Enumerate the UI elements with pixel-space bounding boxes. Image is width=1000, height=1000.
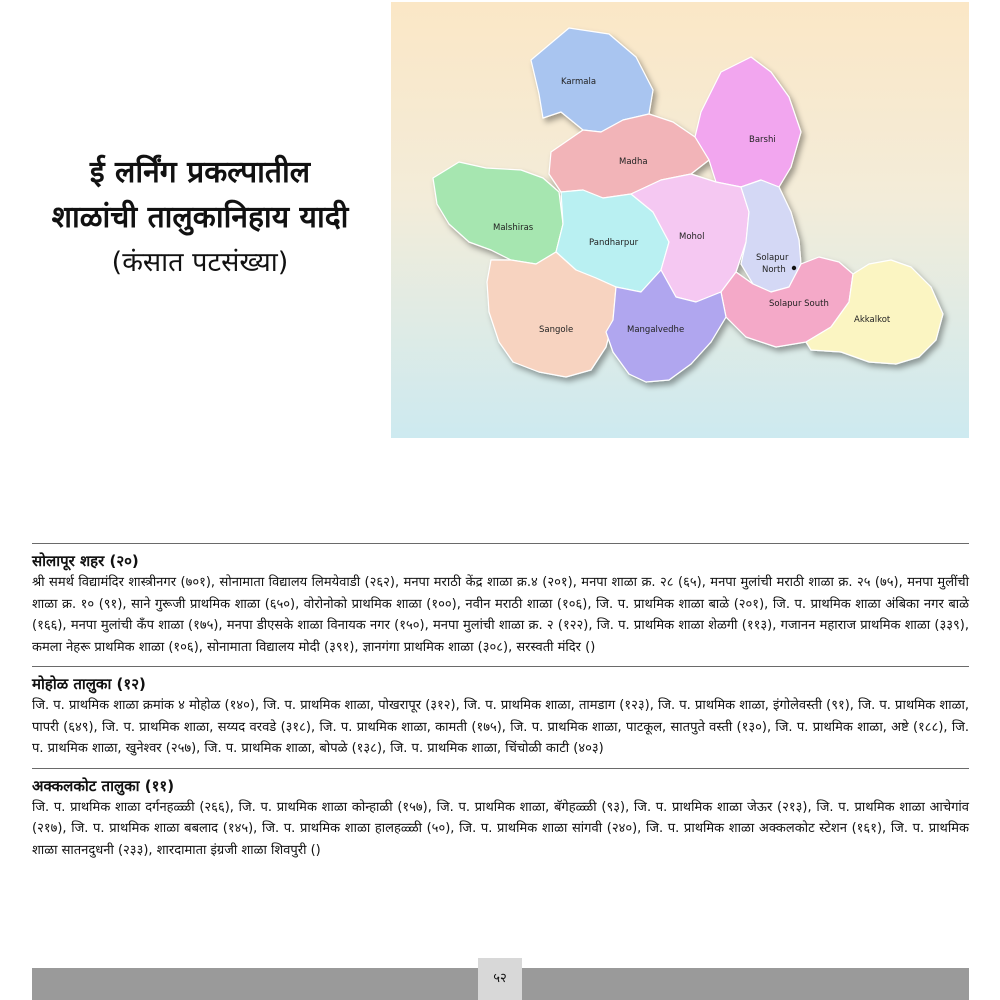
title-line-3: (कंसात पटसंख्या) bbox=[111, 247, 289, 278]
section-title: मोहोळ तालुका (१२) bbox=[32, 675, 146, 693]
section-title: अक्कलकोट तालुका (११) bbox=[32, 776, 175, 795]
title-line-2: शाळांची तालुकानिहाय यादी bbox=[51, 200, 349, 235]
solapur-city-dot bbox=[792, 266, 796, 270]
map-label-solapur-north-2: North bbox=[762, 265, 786, 275]
section-body: श्री समर्थ विद्यामंदिर शास्त्रीनगर (७०१), सोनामाता विद्यालय लिमयेवाडी (२६२), मनपा मराठी केंद्र शाळा क्र.४ (२०१), मनपा शाळा क्र. २८ (६५), मनपा मुलांची मराठी शाळा क्र. २५ (७५), मनपा मुलींची शाळा क्र. १० (९१), साने गुरूजी प्राथमिक शाळा (६५०), वोरोनोको प्राथमिक शाळा (१००), नवीन मराठी शाळा (१०६), जि. प. प्राथमिक शाळा बाळे (२०१), जि. प. प्राथमिक शाळा अंबिका नगर बाळे (१६६), मनपा मुलांची कॅंप शाळा (१७५), मनपा डीएसके शाळा विनायक नगर (१५०), मनपा मुलांची शाळा क्र. २ (१२२), जि. प. प्राथमिक शाळा शेळगी (११३), गजानन महाराज प्राथमिक शाळा (३३९), कमला नेहरू प्राथमिक शाळा (१०६), सोनामाता विद्यालय मोदी (३९१), ज्ञानगंगा प्राथमिक शाळा (३०८), सरस्वती मंदिर () bbox=[32, 575, 969, 655]
section-body: जि. प. प्राथमिक शाळा दर्गनहळ्ळी (२६६), जि. प. प्राथमिक शाळा कोन्हाळी (१५७), जि. प. प्राथमिक शाळा, बॅगेहळ्ळी (९३), जि. प. प्राथमिक शाळा जेऊर (२१३), जि. प. प्राथमिक शाळा आचेगांव (२१७), जि. प. प्राथमिक शाळा बबलाद (१४५), जि. प. प्राथमिक शाळा हालहळ्ळी (५०), जि. प. प्राथमिक शाळा सांगवी (२४०), जि. प. प्राथमिक शाळा अक्कलकोट स्टेशन (१६१), जि. प. प्राथमिक शाळा सातनदुधनी (२३३), शारदामाता इंग्रजी शाळा शिवपुरी () bbox=[32, 799, 969, 858]
map-label-solapur-north-1: Solapur bbox=[756, 253, 789, 263]
map-label-barshi: Barshi bbox=[749, 135, 776, 145]
page-title bbox=[20, 150, 380, 285]
map-label-pandharpur: Pandharpur bbox=[589, 238, 639, 248]
map-label-mangalvedhe: Mangalvedhe bbox=[627, 325, 685, 335]
map-svg bbox=[391, 2, 969, 438]
map-label-karmala: Karmala bbox=[561, 77, 597, 87]
section-body: जि. प. प्राथमिक शाळा क्रमांक ४ मोहोळ (१४०), जि. प. प्राथमिक शाळा, पोखरापूर (३१२), जि. प. प्राथमिक शाळा, तामडाग (१२३), जि. प. प्राथमिक शाळा, इंगोलेवस्ती (९१), जि. प. प्राथमिक शाळा, पापरी (६४९), जि. प. प्राथमिक शाळा, सय्यद वरवडे (३१८), जि. प. प्राथमिक शाळा, कामती (१७५), जि. प. प्राथमिक शाळा, पाटकूल, सातपुते वस्ती (१३०), जि. प. प्राथमिक शाळा, अष्टे (१८८), जि. प. प्राथमिक शाळा, खुनेश्वर (२५७), जि. प. प्राथमिक शाळा, बोपळे (१३८), जि. प. प्राथमिक शाळा, चिंचोळी काटी (४०३) bbox=[32, 698, 969, 756]
section-mohol-taluka bbox=[32, 666, 969, 768]
section-title: सोलापूर शहर (२०) bbox=[32, 552, 139, 570]
solapur-district-map bbox=[391, 2, 969, 438]
map-label-malshiras: Malshiras bbox=[493, 223, 534, 233]
section-akkalkot-taluka bbox=[32, 768, 969, 870]
section-solapur-city bbox=[32, 543, 969, 666]
region-barshi bbox=[695, 57, 801, 187]
page-number: ५२ bbox=[478, 958, 522, 1000]
map-label-solapur-south: Solapur South bbox=[769, 299, 829, 309]
taluka-school-lists bbox=[32, 543, 969, 869]
title-line-1: ई लर्निंग प्रकल्पातील bbox=[89, 155, 311, 190]
map-label-akkalkot: Akkalkot bbox=[854, 315, 891, 325]
region-malshiras bbox=[433, 162, 563, 264]
map-label-sangole: Sangole bbox=[539, 325, 574, 335]
map-label-madha: Madha bbox=[619, 157, 648, 167]
region-solapur-north bbox=[741, 180, 801, 292]
map-label-mohol: Mohol bbox=[679, 232, 705, 242]
